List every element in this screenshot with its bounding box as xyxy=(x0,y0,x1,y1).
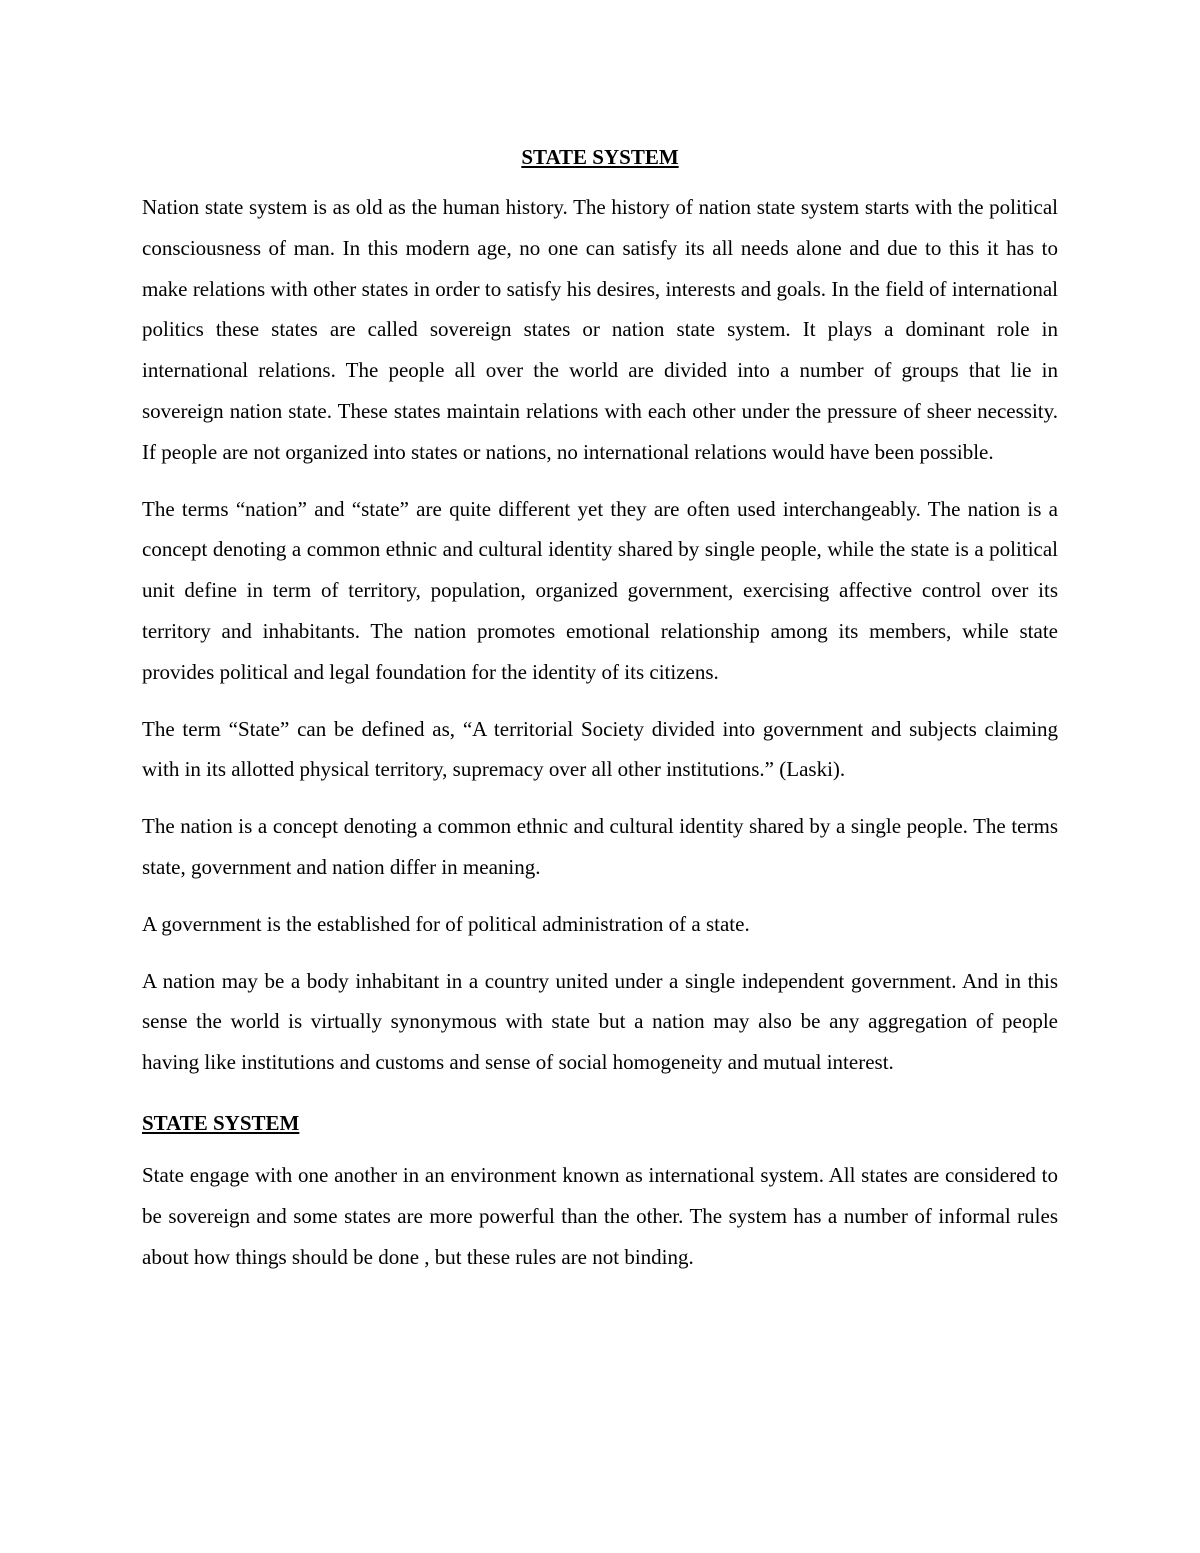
paragraph-government: A government is the established for of political administration of a state. xyxy=(142,911,750,936)
paragraph-nation-vs-state: The terms “nation” and “state” are quite different yet they are often used interchangeably. The nation is a concept denoting a common ethnic and cultural identity shared by single people, while the state is a political unit define in term of territory, population, organized government, exercising affective control over its territory and inhabitants. The nation promotes emotional relationship among its members, while state provides political and legal foundation for the identity of its citizens. xyxy=(142,496,1058,684)
paragraph-nation-body: A nation may be a body inhabitant in a country united under a single independent government. And in this sense the world is virtually synonymous with state but a nation may also be any aggregation of people having like institutions and customs and sense of social homogeneity and mutual interest. xyxy=(142,968,1058,1075)
paragraph-state-definition: The term “State” can be defined as, “A territorial Society divided into government and subjects claiming with in its allotted physical territory, supremacy over all other institutions.” (Laski). xyxy=(142,716,1058,782)
paragraph-nation-concept: The nation is a concept denoting a common ethnic and cultural identity shared by a single people. The terms state, government and nation differ in meaning. xyxy=(142,814,1058,879)
paragraph-intro: Nation state system is as old as the human history. The history of nation state system starts with the political consciousness of man. In this modern age, no one can satisfy its all needs alone and due to this it has to make relations with other states in order to satisfy his desires, interests and goals. In the field of international politics these states are called sovereign states or nation state system. It plays a dominant role in international relations. The people all over the world are divided into a number of groups that lie in sovereign nation state. These states maintain relations with each other under the pressure of sheer necessity. If people are not organized into states or nations, no international relations would have been possible. xyxy=(142,195,1058,464)
paragraph-state-system: State engage with one another in an environment known as international system. All states are considered to be sovereign and some states are more powerful than the other. The system has a number of informal rules about how things should be done , but these rules are not binding. xyxy=(142,1162,1058,1269)
page-title: STATE SYSTEM xyxy=(521,145,679,169)
section-heading-state-system: STATE SYSTEM xyxy=(142,1110,300,1135)
